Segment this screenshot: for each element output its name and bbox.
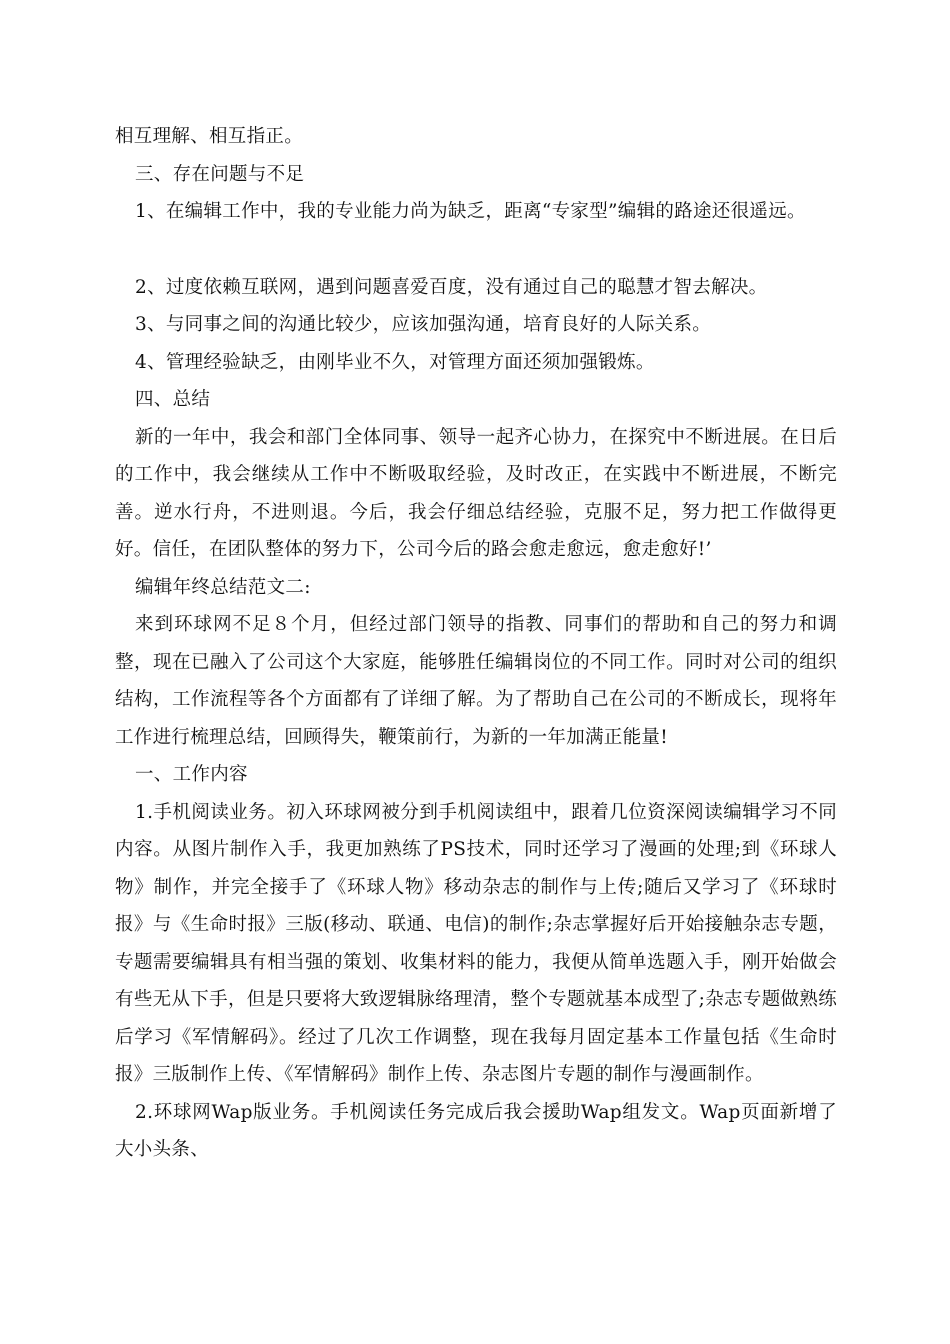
paragraph-problem-2: 2、过度依赖互联网，遇到问题喜爱百度，没有通过自己的聪慧才智去解决。 (135, 276, 768, 298)
paragraph-mobile-reading: 1.手机阅读业务。初入环球网被分到手机阅读组中，跟着几位资深阅读编辑学习不同内容。从图片制作入手，我更加熟练了PS技术，同时还学习了漫画的处理;到《环球人物》制作，并完全接手了《环球人物》移动杂志的制作与上传;随后又学习了《环球时报》与《生命时报》三版(移动、联通、电信)的制作;杂志掌握好后开始接触杂志专题，专题需要编辑具有相当强的策划、收集材料的能力，我便从简单选题入手，刚开始做会有些无从下手，但是只要将大致逻辑脉络理清，整个专题就基本成型了;杂志专题做熟练后学习《军情解码》。经过了几次工作调整，现在我每月固定基本工作量包括《生命时报》三版制作上传、《军情解码》制作上传、杂志图片专题的制作与漫画制作。 (115, 801, 837, 1085)
section-heading-problems: 三、存在问题与不足 (135, 163, 305, 185)
paragraph-problem-3: 3、与同事之间的沟通比较少，应该加强沟通，培育良好的人际关系。 (135, 314, 712, 335)
paragraph-continuation: 相互理解、相互指正。 (115, 126, 304, 147)
section-heading-work-content: 一、工作内容 (135, 764, 248, 785)
paragraph-problem-1: 1、在编辑工作中，我的专业能力尚为缺乏，距离“专家型”编辑的路途还很遥远。 (135, 201, 806, 222)
heading-sample-two: 编辑年终总结范文二: (135, 576, 311, 598)
paragraph-summary: 新的一年中，我会和部门全体同事、领导一起齐心协力，在探究中不断进展。在日后的工作中，我会继续从工作中不断吸取经验，及时改正，在实践中不断进展，不断完善。逆水行舟，不进则退。今后，我会仔细总结经验，克服不足，努力把工作做得更好。信任，在团队整体的努力下，公司今后的路会愈走愈远，愈走愈好!’ (115, 426, 837, 560)
section-heading-summary: 四、总结 (135, 389, 211, 410)
paragraph-problem-4: 4、管理经验缺乏，由刚毕业不久，对管理方面还须加强锻炼。 (135, 351, 655, 373)
blank-line (115, 231, 837, 269)
document-body (115, 118, 837, 1169)
paragraph-intro: 来到环球网不足８个月，但经过部门领导的指教、同事们的帮助和自己的努力和调整，现在已融入了公司这个大家庭，能够胜任编辑岗位的不同工作。同时对公司的组织结构，工作流程等各个方面都有了详细了解。为了帮助自己在公司的不断成长，现将年工作进行梳理总结，回顾得失，鞭策前行，为新的一年加满正能量! (115, 614, 837, 748)
paragraph-wap-business: 2.环球网Wap版业务。手机阅读任务完成后我会援助Wap组发文。Wap页面新增了大小头条、 (115, 1101, 837, 1160)
